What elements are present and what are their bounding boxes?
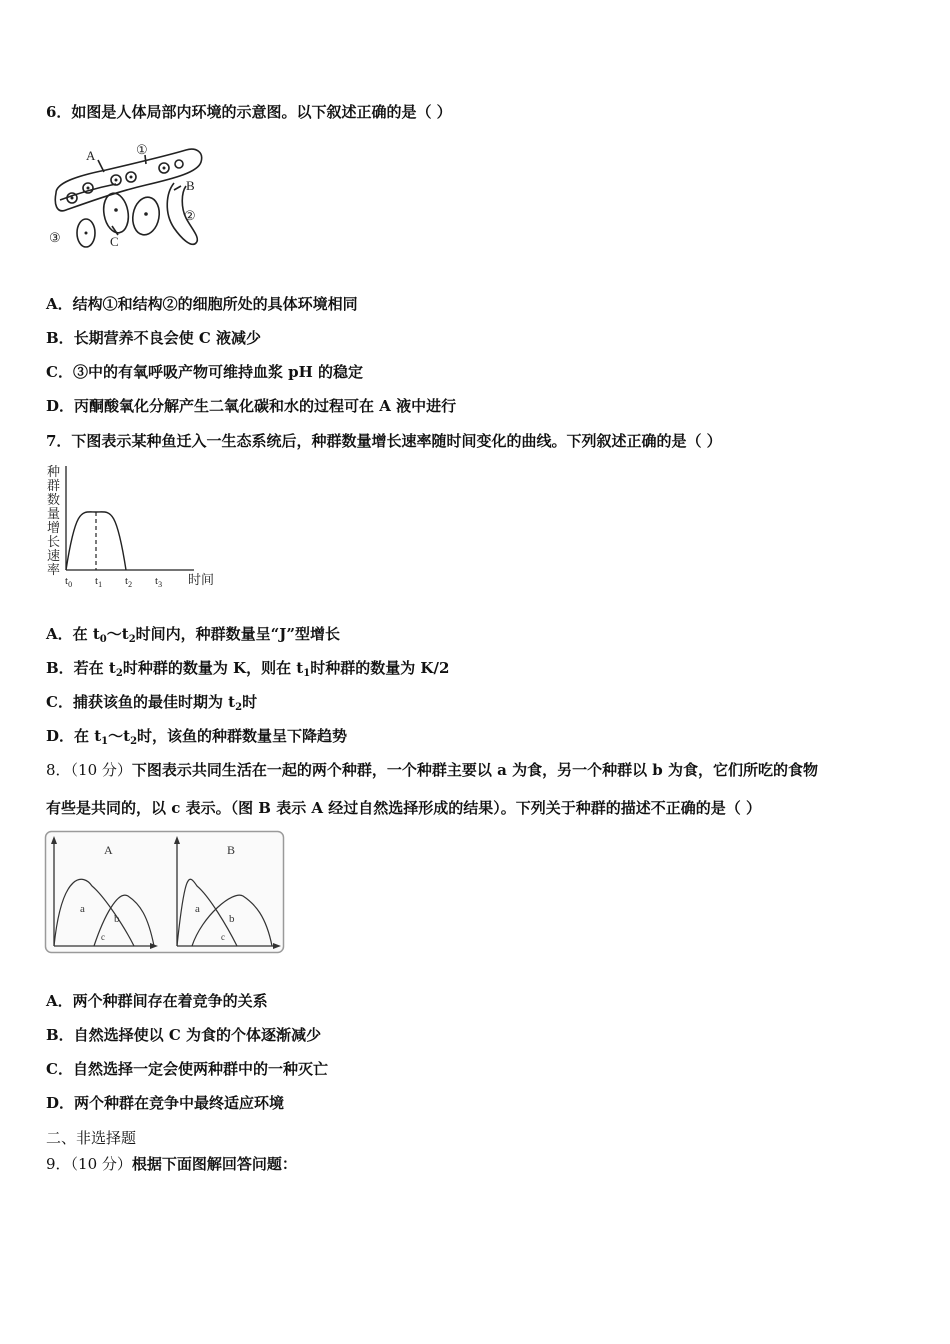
q8-label-c: c <box>101 932 105 942</box>
q7-tick-t1: $t_1$ <box>95 575 103 589</box>
q6-option-b[interactable]: B．长期营养不良会使 C 液减少 <box>46 329 262 347</box>
q8-option-a[interactable]: A．两个种群间存在着竞争的关系 <box>46 992 268 1010</box>
q7-option-d[interactable]: D．在 $t_1\sim t_2$时，该鱼的种群数量呈下降趋势 <box>46 727 348 747</box>
q7-ylabel-char: 长 <box>47 534 61 549</box>
q6-label-1: ① <box>136 142 148 157</box>
q8-option-b[interactable]: B．自然选择使以 C 为食的个体逐渐减少 <box>46 1026 322 1044</box>
q7-growth-rate-chart <box>44 462 224 592</box>
q7-ylabel-char: 量 <box>47 506 61 521</box>
q8-panel-title: A <box>104 843 113 857</box>
q7-tick-t2: $t_2$ <box>125 575 133 589</box>
q6-label-3: ③ <box>49 230 61 245</box>
q6-label-a: A <box>86 148 96 163</box>
q8-competition-figure <box>44 830 286 956</box>
q6-option-a[interactable]: A．结构①和结构②的细胞所处的具体环境相同 <box>46 295 358 313</box>
q8-label-c: c <box>221 932 225 942</box>
q7-tick-t3: $t_3$ <box>155 575 163 589</box>
q7-ylabel <box>47 464 60 577</box>
q7-ylabel-char: 速 <box>47 548 61 563</box>
q7-option-b[interactable]: B．若在 $t_2$时种群的数量为 K，则在 $t_1$时种群的数量为 K/2 <box>46 659 450 679</box>
q8-stem-line2: 有些是共同的，以 c 表示。（图 B 表示 A 经过自然选择形成的结果）。下列关于种群的描述不正确的是（ ） <box>46 799 762 817</box>
q7-xlabel: 时间 <box>188 572 215 587</box>
q6-figure-internal-environment <box>46 138 216 253</box>
q6-label-c: C <box>110 234 119 249</box>
q9-stem: 9．（10 分）根据下面图解回答问题： <box>46 1155 297 1173</box>
q6-label-2: ② <box>184 208 196 223</box>
q8-panel-title: B <box>227 843 236 857</box>
q8-label-b: b <box>229 913 235 925</box>
q6-label-b: B <box>186 178 195 193</box>
q8-label-b: b <box>114 913 120 925</box>
q7-option-a[interactable]: A．在 $t_0\sim t_2$时间内，种群数量呈“J”型增长 <box>46 625 341 645</box>
q7-tick-t0: $t_0$ <box>65 575 73 589</box>
q8-label-a: a <box>195 903 200 915</box>
q7-ylabel-char: 增 <box>47 520 61 535</box>
q8-figure-frame <box>46 832 284 953</box>
q6-option-d[interactable]: D．丙酮酸氧化分解产生二氧化碳和水的过程可在 A 液中进行 <box>46 397 457 415</box>
q8-stem-line1: 8．（10 分）下图表示共同生活在一起的两个种群，一个种群主要以 a 为食，另一个种群以 b 为食，它们所吃的食物 <box>46 761 819 779</box>
q7-ylabel-char: 群 <box>47 478 61 493</box>
q7-stem: 7．下图表示某种鱼迁入一生态系统后，种群数量增长速率随时间变化的曲线。下列叙述正确的是（ ） <box>46 432 722 450</box>
q8-label-a: a <box>80 903 85 915</box>
section2-title: 二、非选择题 <box>46 1129 137 1147</box>
q7-ylabel-char: 率 <box>47 562 61 577</box>
q7-ylabel-char: 种 <box>47 464 61 479</box>
q6-option-c[interactable]: C．③中的有氧呼吸产物可维持血浆 pH 的稳定 <box>46 363 364 381</box>
q8-option-d[interactable]: D．两个种群在竞争中最终适应环境 <box>46 1094 285 1112</box>
q7-ylabel-char: 数 <box>47 492 61 507</box>
q7-option-c[interactable]: C．捕获该鱼的最佳时期为 $t_2$时 <box>46 693 258 713</box>
q8-option-c[interactable]: C．自然选择一定会使两种群中的一种灭亡 <box>46 1060 328 1078</box>
q6-stem: 6．如图是人体局部内环境的示意图。以下叙述正确的是（ ） <box>46 103 452 121</box>
